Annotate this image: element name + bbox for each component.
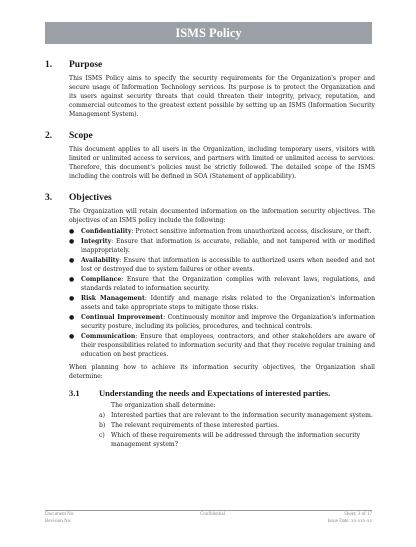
document-number: Document No:: [45, 512, 75, 517]
bullet-icon: ●: [69, 238, 75, 245]
list-item: [69, 313, 375, 331]
bullet-term: Integrity: [81, 238, 112, 245]
document-body: [45, 50, 375, 450]
list-marker: b): [99, 422, 106, 429]
section-number: 2.: [45, 131, 53, 141]
page-footer: [45, 510, 372, 525]
bullet-text: : Continuously monitor and improve the Organization's information security posture, including its policies, procedures, and technical controls.: [81, 314, 376, 330]
bullet-term: Confidentiality: [81, 228, 132, 235]
list-marker: c): [99, 432, 105, 439]
document-title: ISMS Policy: [45, 22, 372, 44]
list-item-text: Which of these requirements will be addressed through the information security management system?: [111, 432, 361, 448]
subsection-intro: The organization shall determine:: [111, 402, 216, 409]
purpose-paragraph: This ISMS Policy aims to specify the security requirements for the Organization's proper and secure usage of Information Technology services. Its purpose is to protect the Organization and its users against security threats that could threaten their integrity, privacy, reputation, and commercial outcomes to the greatest extent possible by setting up an ISMS (Information Security Management System).: [69, 75, 375, 118]
classification-label: Confidential: [200, 512, 225, 517]
list-item: [99, 421, 375, 430]
list-item: [69, 275, 375, 293]
list-item-text: The relevant requirements of these interested parties.: [111, 422, 280, 429]
bullet-icon: ●: [69, 295, 75, 302]
list-item: [69, 332, 375, 359]
bullet-term: Continual Improvement: [81, 314, 164, 321]
bullet-icon: ●: [69, 276, 75, 283]
list-marker: a): [99, 412, 106, 419]
bullet-text: : Ensure that the Organization complies with relevant laws, regulations, and standards related to information security.: [81, 276, 375, 292]
list-item: [99, 411, 375, 420]
bullet-term: Communication: [81, 333, 136, 340]
section-heading-scope: [45, 127, 375, 145]
section-number: 3.: [45, 193, 53, 203]
determination-list: [99, 411, 375, 449]
bullet-icon: ●: [69, 314, 75, 321]
footer-row: [45, 518, 372, 525]
bullet-text: : Ensure that employees, contractors, and other stakeholders are aware of their responsibilities related to information security and that they receive regular training and education on best practices.: [81, 333, 375, 358]
revision-number: Revision No:: [45, 519, 72, 524]
bullet-icon: ●: [69, 257, 75, 264]
objectives-list: [69, 227, 375, 359]
list-item: [99, 431, 375, 449]
section-title: Purpose: [69, 60, 103, 70]
subsection-title: Understanding the needs and Expectations of interested parties.: [99, 388, 331, 398]
bullet-term: Risk Management: [81, 295, 145, 302]
bullet-text: : Identify and manage risks related to the Organization's information assets and take appropriate steps to mitigate those risks.: [81, 295, 376, 311]
section-number: 1.: [45, 60, 53, 70]
subsection-heading: [45, 385, 375, 401]
list-item: [69, 294, 375, 312]
list-item: [69, 256, 375, 274]
subsection-number: 3.1: [69, 388, 80, 398]
section-heading-objectives: [45, 189, 375, 207]
bullet-term: Availability: [81, 257, 120, 264]
list-item-text: Interested parties that are relevant to the information security management system.: [111, 412, 373, 419]
sheet-number: Sheet: 3 of 17: [344, 512, 372, 517]
bullet-term: Compliance: [81, 276, 122, 283]
bullet-text: : Protect sensitive information from unauthorized access, disclosure, or theft.: [131, 228, 372, 235]
section-heading-purpose: [45, 56, 375, 74]
objectives-intro: The Organization will retain documented information on the information security objectives. The objectives of an ISMS policy include the following:: [69, 208, 375, 224]
scope-paragraph: This document applies to all users in the Organization, including temporary users, visitors with limited or unlimited access to services, and partners with limited or unlimited access to services. Therefore, this document's policies must be strictly followed. The detailed scope of the ISMS including the controls will be defined in SOA (Statement of applicability).: [69, 146, 375, 180]
objectives-closing: When planning how to achieve its information security objectives, the Organization shall determine:: [69, 364, 375, 380]
footer-row: [45, 511, 372, 518]
section-title: Objectives: [69, 193, 112, 203]
bullet-text: : Ensure that information is accessible to authorized users when needed and not lost or destroyed due to system failures or other events.: [81, 257, 375, 273]
bullet-icon: ●: [69, 228, 75, 235]
list-item: [69, 237, 375, 255]
bullet-icon: ●: [69, 333, 75, 340]
bullet-text: : Ensure that information is accurate, reliable, and not tampered with or modified inappropriately.: [81, 238, 375, 254]
list-item: [69, 227, 375, 236]
section-title: Scope: [69, 131, 93, 141]
issue-date: Issue Date: xx-xxx-xx: [327, 519, 372, 524]
